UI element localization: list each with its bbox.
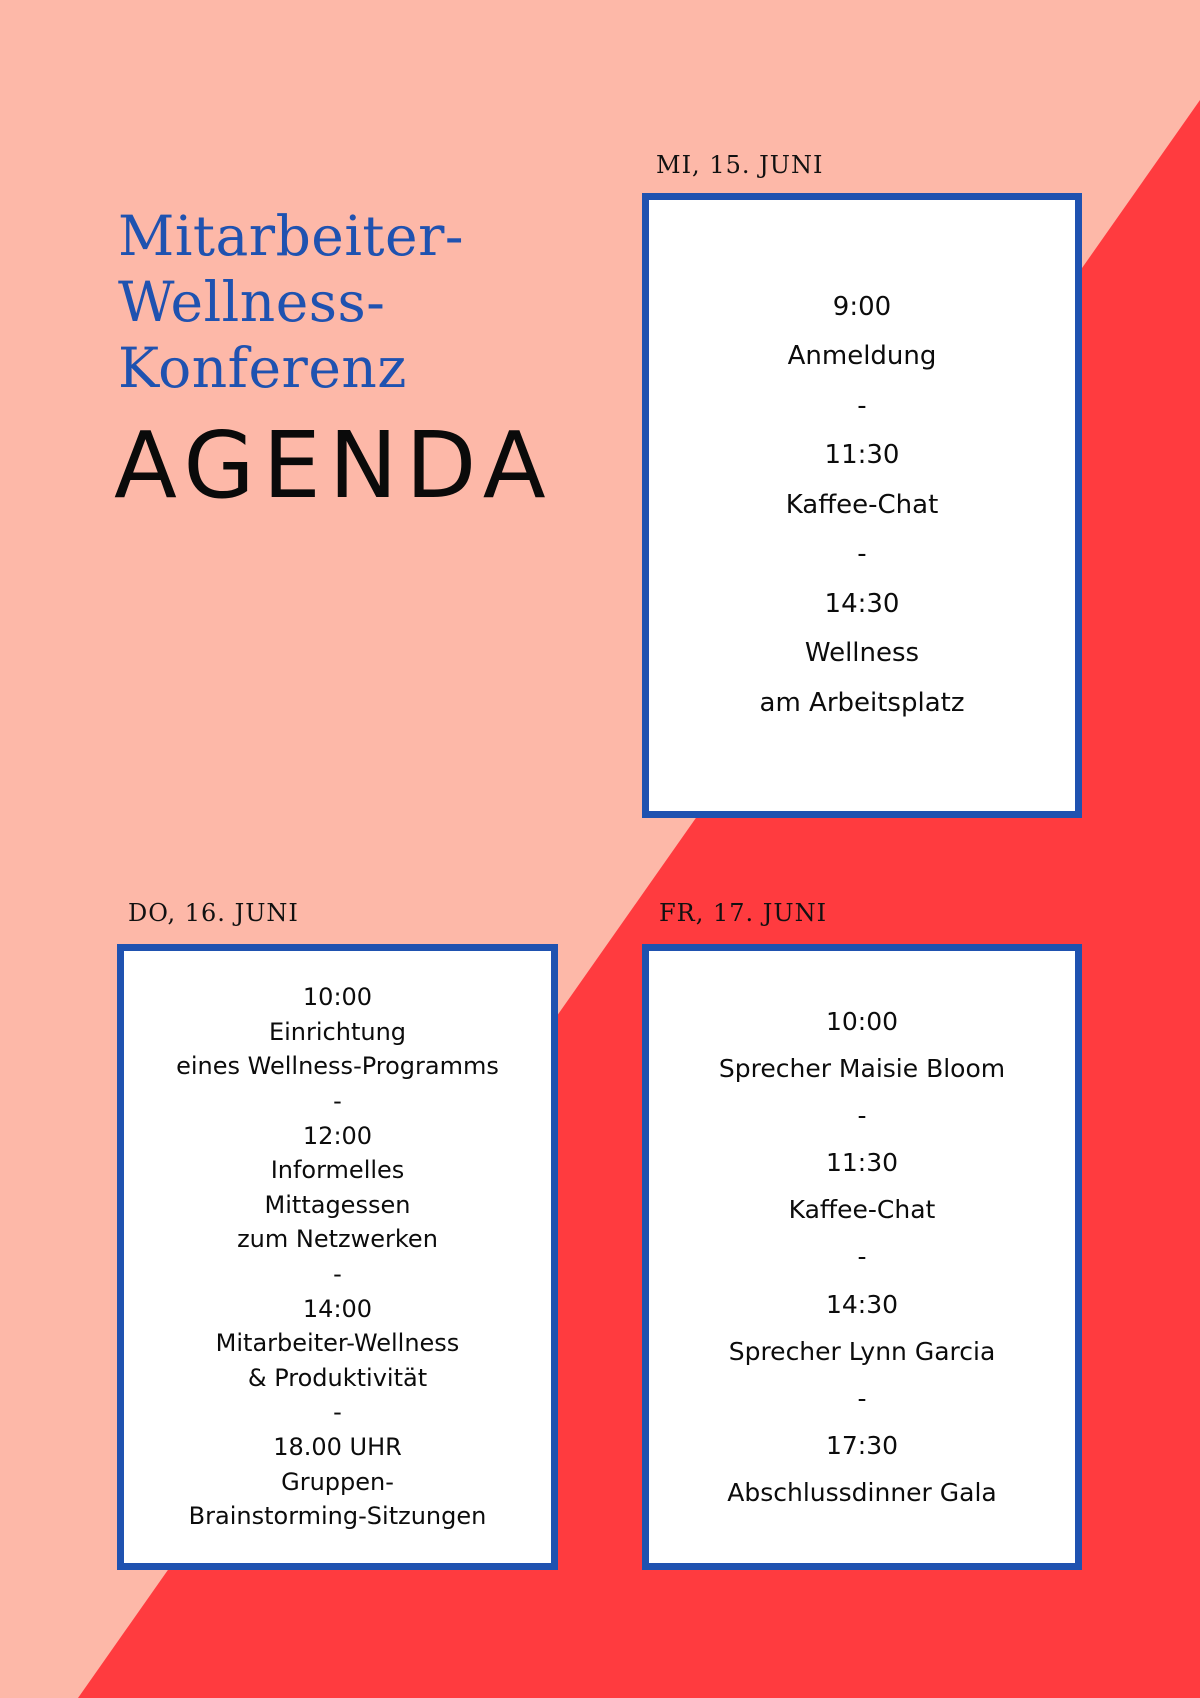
schedule-line: - xyxy=(333,1398,342,1427)
schedule-line: 14:00 xyxy=(302,1294,373,1323)
schedule-line: Einrichtung xyxy=(268,1017,407,1046)
schedule-line: Brainstorming-Sitzungen xyxy=(188,1502,487,1531)
schedule-line: Sprecher Lynn Garcia xyxy=(728,1336,996,1366)
schedule-line: 17:30 xyxy=(825,1430,899,1460)
schedule-line: & Produktivität xyxy=(247,1363,428,1392)
schedule-line: Mitarbeiter-Wellness xyxy=(215,1329,460,1358)
day-label-thursday: DO, 16. JUNI xyxy=(128,899,299,927)
schedule-line: - xyxy=(333,1260,342,1288)
schedule-line: Anmeldung xyxy=(787,341,937,372)
agenda-heading: AGENDA xyxy=(114,412,554,519)
schedule-line: Sprecher Maisie Bloom xyxy=(718,1054,1006,1084)
schedule-line: 11:30 xyxy=(825,1148,899,1178)
schedule-card-thursday xyxy=(117,944,558,1570)
schedule-line: 11:30 xyxy=(824,440,900,471)
schedule-line: Abschlussdinner Gala xyxy=(727,1477,997,1507)
schedule-line: - xyxy=(857,1383,867,1413)
schedule-line: Kaffee-Chat xyxy=(788,1195,936,1225)
schedule-line: - xyxy=(857,1101,867,1131)
schedule-line: - xyxy=(857,1242,867,1272)
schedule-line: 14:30 xyxy=(825,1289,899,1319)
schedule-line: Kaffee-Chat xyxy=(785,489,939,520)
schedule-line: - xyxy=(857,390,867,421)
schedule-line: eines Wellness-Programms xyxy=(176,1052,499,1081)
schedule-card-wednesday xyxy=(642,193,1082,818)
schedule-line: am Arbeitsplatz xyxy=(759,687,965,718)
schedule-line: zum Netzwerken xyxy=(237,1225,438,1254)
schedule-line: 10:00 xyxy=(825,1006,899,1036)
schedule-line: Wellness xyxy=(804,638,920,669)
schedule-line: - xyxy=(333,1087,342,1116)
schedule-line: 18.00 UHR xyxy=(273,1432,402,1461)
schedule-line: Informelles xyxy=(270,1156,405,1185)
day-label-friday: FR, 17. JUNI xyxy=(659,899,828,927)
schedule-line: 9:00 xyxy=(832,291,892,322)
schedule-line: 12:00 xyxy=(302,1121,373,1150)
schedule-line: 10:00 xyxy=(302,983,373,1012)
conference-title: Mitarbeiter- Wellness- Konferenz xyxy=(118,204,464,400)
schedule-line: Mittagessen xyxy=(264,1190,411,1219)
schedule-line: Gruppen- xyxy=(281,1467,394,1496)
schedule-line: - xyxy=(857,539,867,570)
day-label-wednesday: MI, 15. JUNI xyxy=(656,151,824,179)
schedule-card-friday xyxy=(642,944,1082,1570)
schedule-line: 14:30 xyxy=(824,588,900,619)
